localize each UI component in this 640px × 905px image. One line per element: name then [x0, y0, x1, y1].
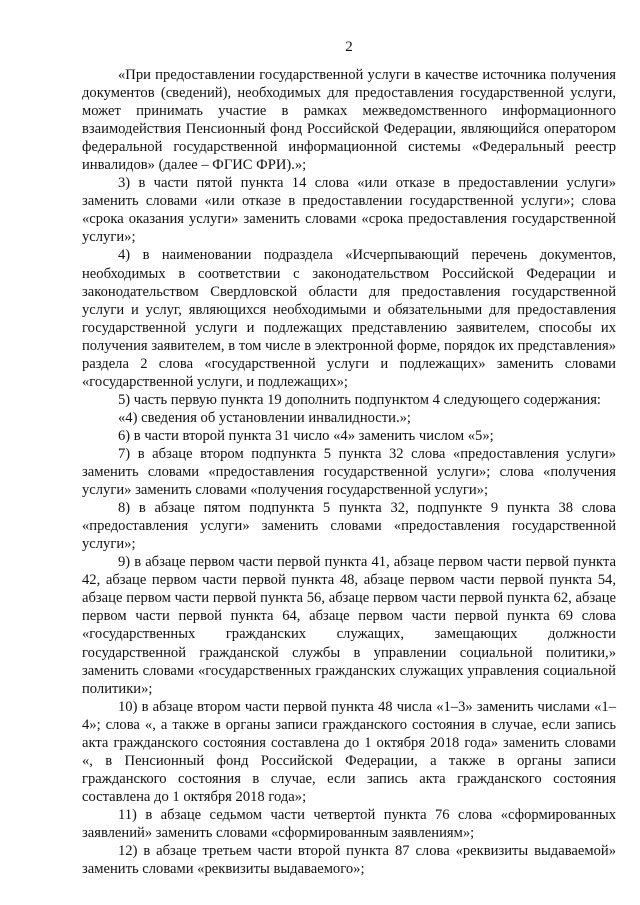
paragraph-item-10: 10) в абзаце втором части первой пункта 48 числа «1–3» заменить числами «1–4»; слова «, а также в органы записи гражданского состояния в случае, если запись акта гражданского состояния составлена до 1 октября 2018 года» заменить словами «, в Пенсионный фонд Российской Федерации, а также в органы записи гражданского состояния в случае, если запись акта гражданского состояния составлена до 1 октября 2018 года»;	[82, 698, 616, 805]
paragraph-item-5: 5) часть первую пункта 19 дополнить подпунктом 4 следующего содержания:	[118, 391, 601, 408]
paragraph-item-6: 6) в части второй пункта 31 число «4» заменить числом «5»;	[118, 427, 494, 444]
paragraph-item-4: 4) в наименовании подраздела «Исчерпывающий перечень документов, необходимых в соответствии с законодательством Российской Федерации и законодательством Свердловской области для предоставления государственной услуги и услуг, являющихся необходимыми и обязательными для предоставления государственной услуги и подлежащих представлению заявителем, способы их получения заявителем, в том числе в электронной форме, порядок их представления» раздела 2 слова «государственной услуги и подлежащих» заменить словами «государственной услуги, и подлежащих»;	[82, 247, 616, 390]
paragraph-item-8: 8) в абзаце пятом подпункта 5 пункта 32, подпункте 9 пункта 38 слова «предоставления услуги» заменить словами «предоставления государственной услуги»;	[82, 500, 616, 553]
paragraph-item-3: 3) в части пятой пункта 14 слова «или отказе в предоставлении услуги» заменить словами «или отказе в предоставлении государственной услуги»; слова «срока оказания услуги» заменить словами «срока предоставления государственной услуги»;	[82, 175, 616, 246]
paragraph-item-12: 12) в абзаце третьем части второй пункта 87 слова «реквизиты выдаваемой» заменить словами «реквизиты выдаваемого»;	[82, 843, 616, 878]
paragraph-item-11: 11) в абзаце седьмом части четвертой пункта 76 слова «сформированных заявлений» заменить словами «сформированным заявлениям»;	[82, 806, 616, 841]
document-page	[82, 38, 616, 878]
page-number: 2	[345, 39, 353, 55]
paragraph-item-9: 9) в абзаце первом части первой пункта 41, абзаце первом части первой пункта 42, абзаце первом части первой пункта 48, абзаце первом части первой пункта 54, абзаце первом части первой пункта 56, абзаце первом части первой пункта 62, абзаце первом части первой пункта 64, абзаце первом части первой пункта 69 слова «государственных гражданских служащих, замещающих должности государственной гражданской службы в управлении социальной политики,» заменить словами «государственных гражданских служащих управления социальной политики»;	[82, 554, 616, 697]
paragraph-1-intro-quote: «При предоставлении государственной услуги в качестве источника получения документов (сведений), необходимых для предоставления государственной услуги, может принимать участие в рамках межведомственного информационного взаимодействия Пенсионный фонд Российской Федерации, являющийся оператором федеральной государственной информационной системы «Федеральный реестр инвалидов» (далее – ФГИС ФРИ).»;	[82, 67, 616, 174]
paragraph-item-5-quote: «4) сведения об установлении инвалидности.»;	[118, 409, 411, 426]
paragraph-item-7: 7) в абзаце втором подпункта 5 пункта 32 слова «предоставления услуги» заменить словами «предоставления государственной услуги»; слова «получения услуги» заменить словами «получения государственной услуги»;	[82, 445, 616, 499]
